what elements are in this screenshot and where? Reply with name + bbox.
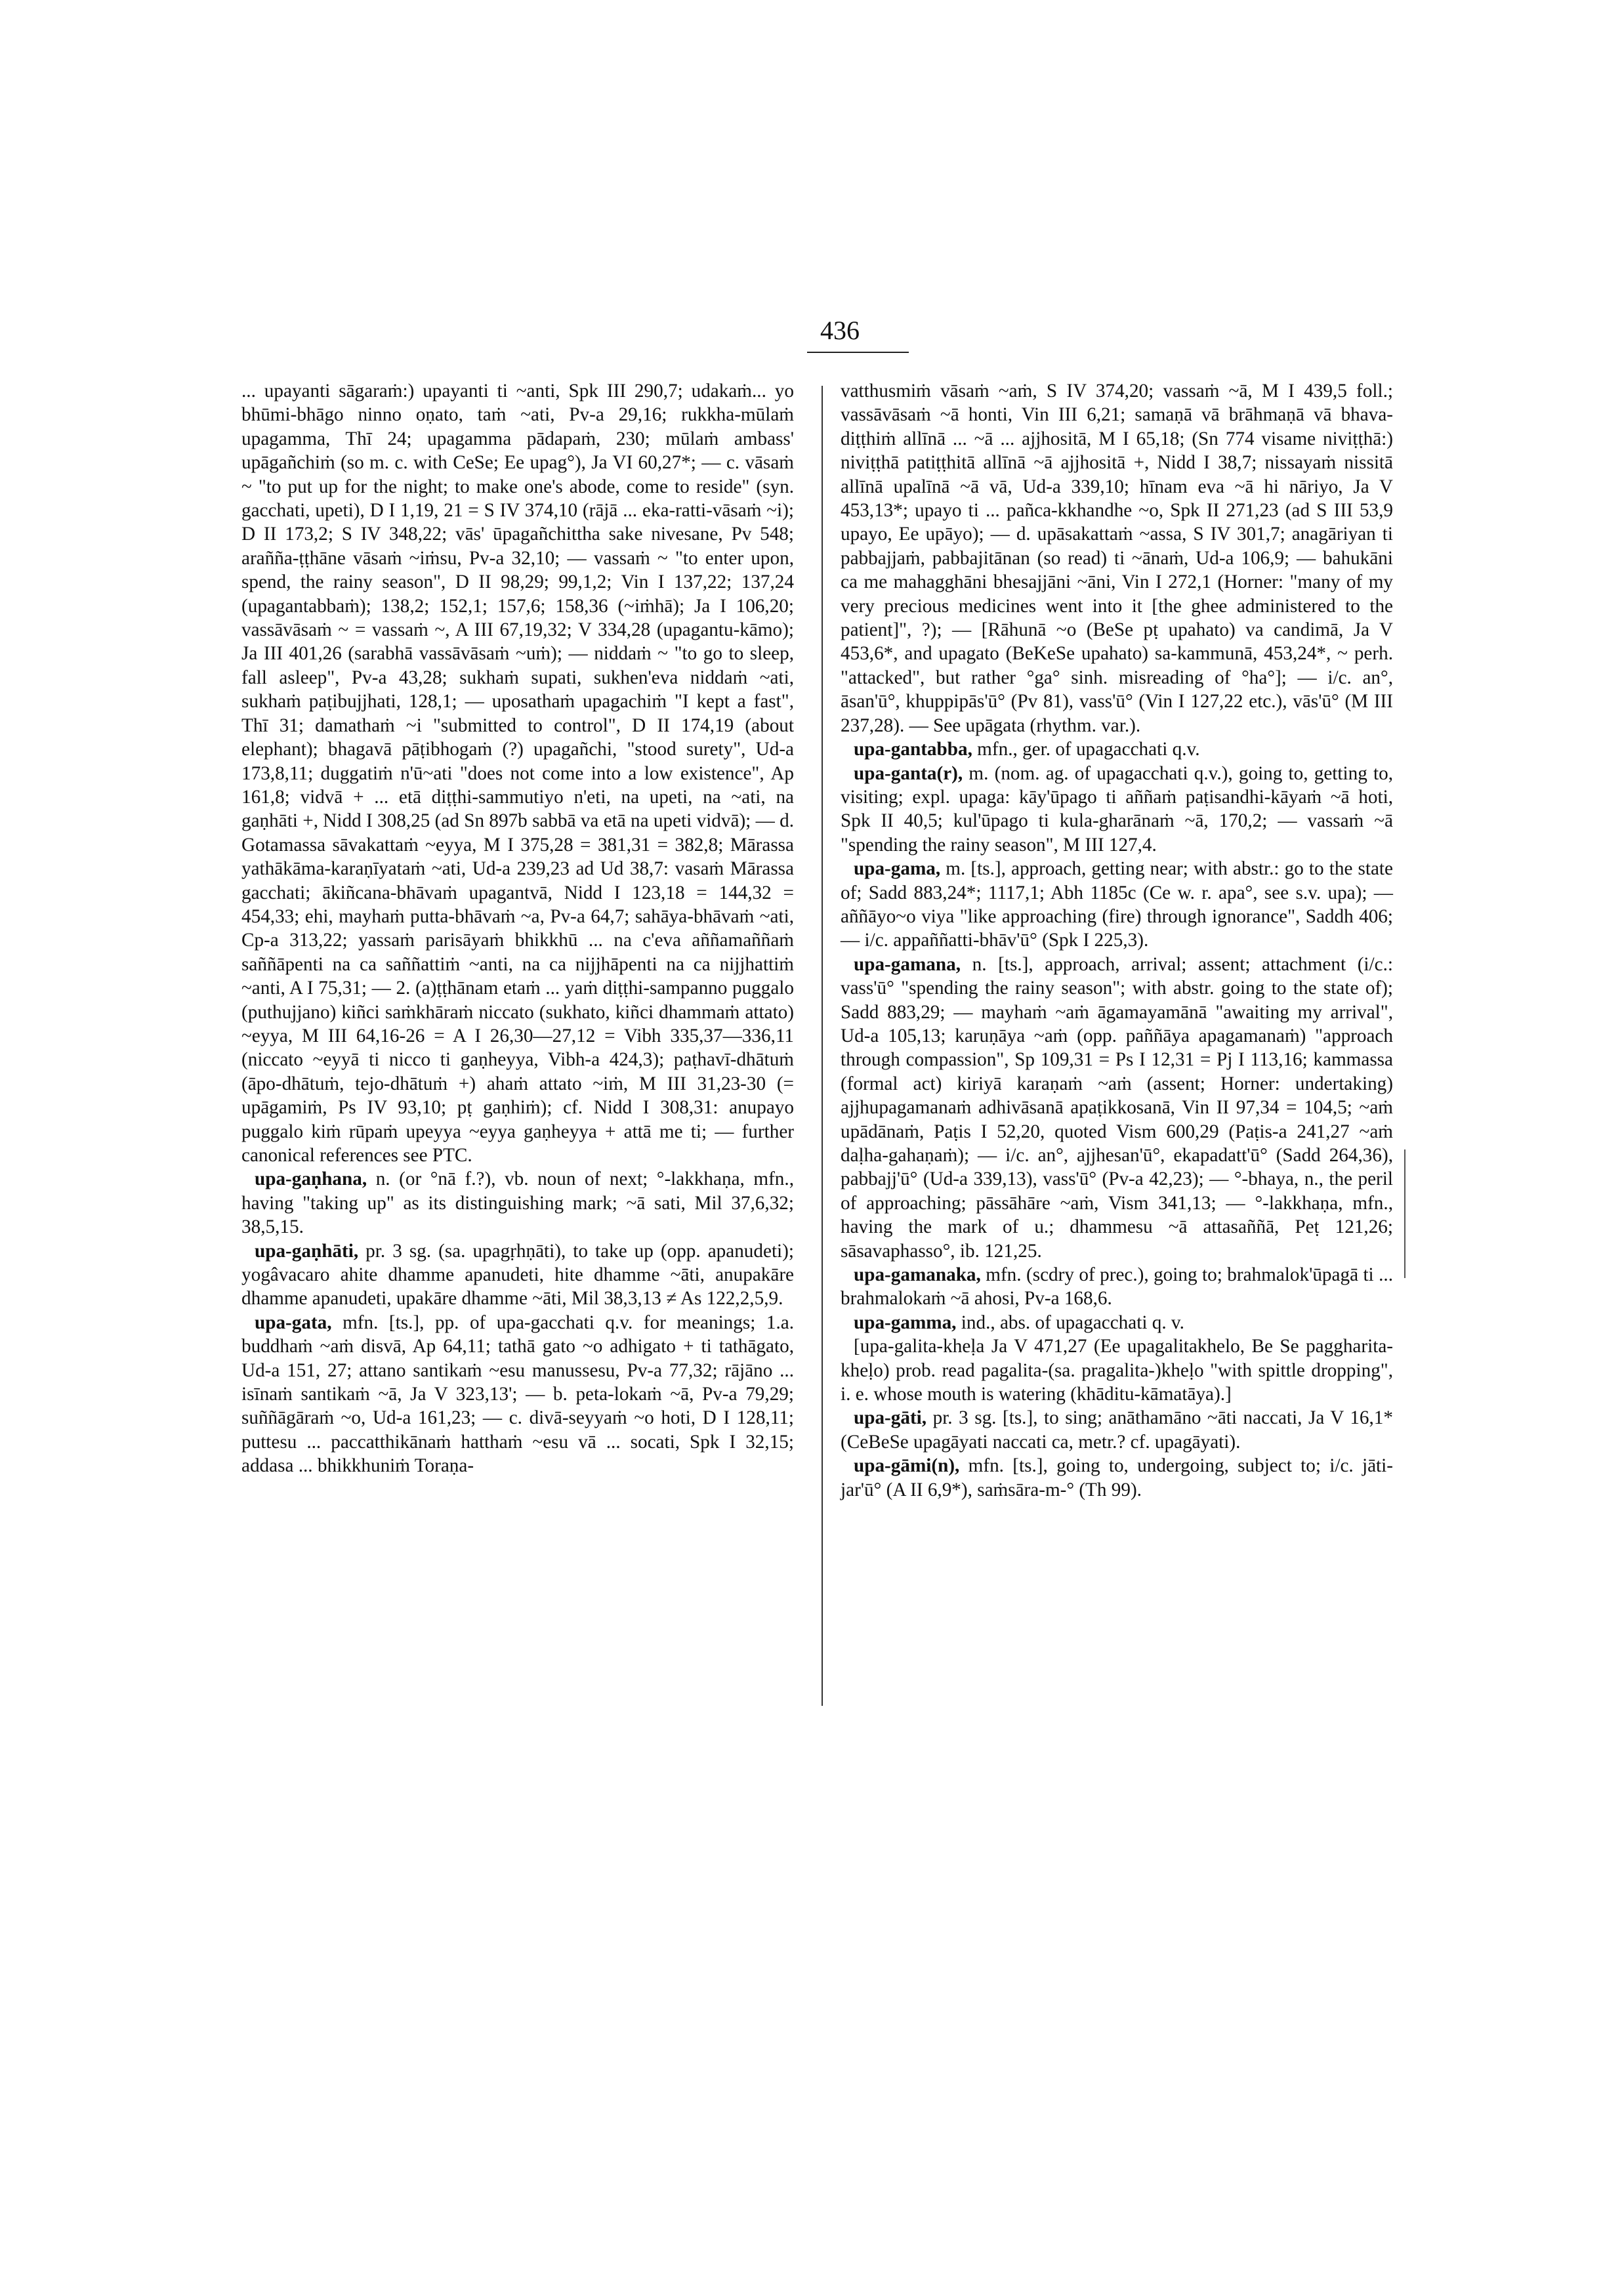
dictionary-entry [241,1311,794,1478]
right-column [841,379,1393,1502]
entry-headword: upa-gama, [854,858,941,880]
entry-headword: upa-gaṇhāti, [255,1240,359,1262]
dictionary-entry [841,379,1393,737]
entry-body: ind., abs. of upagacchati q. v. [956,1312,1184,1333]
entry-body: [upa-galita-kheḷa Ja V 471,27 (Ee upagalitakhelo, Be Se paggharita-kheḷo) prob. read pagalita-(sa. pragalita-)kheḷo "with spittle dropping", i. e. whose mouth is watering (khāditu-kāmatāya).] [841,1336,1393,1405]
entry-headword: upa-ganta(r), [854,762,963,784]
margin-mark [1404,1149,1405,1278]
entry-body: m. (nom. ag. of upagacchati q.v.), going to, getting to, visiting; expl. upaga: kāy'ūpago ti aññaṁ paṭisandhi-kāyaṁ ~ā hoti, Spk II 40,5; kul'ūpago ti kula-gharānaṁ ~ā, 170,2; — vassaṁ ~ā "spending the rainy season", M III 127,4. [841,762,1393,856]
entry-body: pr. 3 sg. [ts.], to sing; anāthamāno ~āti naccati, Ja V 16,1* (CeBeSe upagāyati naccati ca, metr.? cf. upagāyati). [841,1407,1393,1453]
dictionary-entry [841,1311,1393,1334]
entry-body: pr. 3 sg. (sa. upagṛhṇāti), to take up (opp. apanudeti); yogâvacaro ahite dhamme apanudeti, hite dhamme ~āti, anupakāre dhamme apanudeti, upakāre dhamme ~āti, Mil 38,3,13 ≠ As 122,2,5,9. [241,1240,794,1310]
dictionary-entry [841,953,1393,1263]
entry-body: n. (or °nā f.?), vb. noun of next; °-lakkhaṇa, mfn., having "taking up" as its distinguishing mark; ~ā sati, Mil 37,6,32; 38,5,15. [241,1168,794,1238]
dictionary-entry [841,737,1393,761]
dictionary-entry [841,857,1393,953]
dictionary-entry [841,1454,1393,1502]
dictionary-entry [841,762,1393,858]
entry-headword: upa-gamana, [854,953,961,975]
entry-headword: upa-gāmi(n), [854,1455,960,1477]
entry-body: vatthusmiṁ vāsaṁ ~aṁ, S IV 374,20; vassaṁ ~ā, M I 439,5 foll.; vassāvāsaṁ ~ā honti, Vin III 6,21; samaṇā vā brāhmaṇā vā bhava-diṭṭhiṁ allīnā ... ~ā ... ajjhositā, M I 65,18; (Sn 774 visame niviṭṭhā:) niviṭṭhā patiṭṭhitā allīnā ~ā ajjhositā +, Nidd I 38,7; nissayaṁ nissitā allīnā upalīnā ~ā vā, Ud-a 339,10; hīnam eva ~ā hi nāriyo, Ja V 453,13*; upayo ti ... pañca-kkhandhe ~o, Spk II 271,23 (ad S III 53,9 upayo, Ee upāyo); — d. upāsakattaṁ ~assa, S IV 301,7; anagāriyan ti pabbajjaṁ, pabbajitānan (so read) ti ~ānaṁ, Ud-a 106,9; — bahukāni ca me mahagghāni bhesajjāni ~āni, Vin I 272,1 (Horner: "many of my very precious medicines went into it [the ghee administered to the patient]", ?); — [Rāhunā ~o (BeSe pṭ upahato) va candimā, Ja V 453,6*, and upagato (BeKeSe upahato) sa-kammunā, 453,24*, ~ perh. "attacked", but rather °ga° sinh. misreading of °ha°]; — i/c. an°, āsan'ū°, khuppipās'ū° (Pv 81), vass'ū° (Vin I 127,22 etc.), vās'ū° (M III 237,28). — See upāgata (rhythm. var.). [841,381,1393,736]
entry-body: mfn. [ts.], pp. of upa-gacchati q.v. for meanings; 1.a. buddhaṁ ~aṁ disvā, Ap 64,11; tathā gato ~o adhigato + ti tathāgato, Ud-a 151, 27; attano santikaṁ ~esu manussesu, Pv-a 77,32; rājāno ... isīnaṁ santikaṁ ~ā, Ja V 323,13'; — b. peta-lokaṁ ~ā, Pv-a 79,29; suññāgāraṁ ~o, Ud-a 161,23; — c. divā-seyyaṁ ~o hoti, D I 128,11; puttesu ... paccatthikānaṁ hatthaṁ ~esu vā ... socati, Spk I 32,15; addasa ... bhikkhuniṁ Toraṇa- [241,1312,794,1477]
dictionary-entry [241,379,794,1167]
dictionary-entry [841,1263,1393,1311]
entry-headword: upa-gantabba, [854,739,972,760]
dictionary-entry [841,1334,1393,1406]
entry-headword: upa-gamma, [854,1312,957,1333]
dictionary-entry [241,1239,794,1311]
entry-headword: upa-gaṇhana, [255,1168,367,1190]
entry-body: mfn., ger. of upagacchati q.v. [972,739,1200,760]
left-column [241,379,794,1478]
entry-headword: upa-gata, [255,1312,332,1333]
page-number-rule [807,352,909,353]
column-divider [822,386,823,1706]
page-number: 436 [820,316,860,345]
entry-body: ... upayanti sāgaraṁ:) upayanti ti ~anti, Spk III 290,7; udakaṁ... yo bhūmi-bhāgo ninno oṇato, taṁ ~ati, Pv-a 29,16; rukkha-mūlaṁ upagamma, Thī 24; upagamma pādapaṁ, 230; mūlaṁ ambass' upāgañchiṁ (so m. c. with CeSe; Ee upag°), Ja VI 60,27*; — c. vāsaṁ ~ "to put up for the night; to make one's abode, come to reside" (syn. gacchati, upeti), D I 1,19, 21 = S IV 374,10 (rājā ... eka-ratti-vāsaṁ ~i); D II 173,2; S IV 348,22; vās' ūpagañchittha sake nivesane, Pv 548; arañña-ṭṭhāne vāsaṁ ~iṁsu, Pv-a 32,10; — vassaṁ ~ "to enter upon, spend, the rainy season", D II 98,29; 99,1,2; Vin I 137,22; 137,24 (upagantabbaṁ); 138,2; 152,1; 157,6; 158,36 (~iṁhā); Ja I 106,20; vassāvāsaṁ ~ = vassaṁ ~, A III 67,19,32; V 334,28 (upagantu-kāmo); Ja III 401,26 (sarabhā vassāvāsaṁ ~uṁ); — niddaṁ ~ "to go to sleep, fall asleep", Pv-a 43,28; sukhaṁ supati, sukhen'eva niddaṁ ~ati, sukhaṁ paṭibujjhati, 128,1; — uposathaṁ upagachiṁ "I kept a fast", Thī 31; damathaṁ ~i "submitted to control", D II 174,19 (about elephant); bhagavā pāṭibhogaṁ (?) upagañchi, "stood surety", Ud-a 173,8,11; duggatiṁ n'ū~ati "does not come into a low existence", Ap 161,8; vidvā + ... etā diṭṭhi-sammutiyo n'eti, na upeti, na ~ati, na gaṇhāti +, Nidd I 308,25 (ad Sn 897b sabbā va etā na upeti vidvā); — d. Gotamassa sāvakattaṁ ~eyya, M I 375,28 = 381,31 = 382,8; Mārassa yathākāma-karaṇīyataṁ ~ati, Ud-a 239,23 ad Ud 38,7: vasaṁ Mārassa gacchati; ākiñcana-bhāvaṁ upagantvā, Nidd I 123,18 = 144,32 = 454,33; ehi, mayhaṁ putta-bhāvaṁ ~a, Pv-a 64,7; sahāya-bhāvaṁ ~ati, Cp-a 313,22; yassaṁ parisāyaṁ bhikkhū ... na c'eva aññamaññaṁ saññāpenti na ca saññattiṁ ~anti, na ca nijjhāpenti na ca nijjhattiṁ ~anti, A I 75,31; — 2. (a)ṭṭhānam etaṁ ... yaṁ diṭṭhi-sampanno puggalo (puthujjano) kiñci saṁkhāraṁ niccato (sukhato, kiñci dhammaṁ attato) ~eyya, M III 64,16-26 = A I 26,30—27,12 = Vibh 335,37—336,11 (niccato ~eyyā ti nicco ti gaṇheyya, Vibh-a 424,3); paṭhavī-dhātuṁ (āpo-dhātuṁ, tejo-dhātuṁ +) ahaṁ attato ~iṁ, M III 31,23-30 (= upāgamiṁ, Ps IV 93,10; pṭ gaṇhiṁ); cf. Nidd I 308,31: anupayo puggalo kiṁ rūpaṁ upeyya ~eyya gaṇheyya + attā me ti; — further canonical references see PTC. [241,381,794,1166]
entry-headword: upa-gamanaka, [854,1264,981,1286]
dictionary-entry [241,1167,794,1239]
entry-headword: upa-gāti, [854,1407,927,1429]
entry-body: mfn. [ts.], going to, undergoing, subject to; i/c. jāti-jar'ū° (A II 6,9*), saṁsāra-m-° (Th 99). [841,1455,1393,1500]
entry-body: m. [ts.], approach, getting near; with abstr.: go to the state of; Sadd 883,24*; 1117,1; Abh 1185c (Ce w. r. apa°, see s.v. upa); — aññāyo~o viya "like approaching (fire) through ignorance", Saddh 406; — i/c. appaññatti-bhāv'ū° (Spk I 225,3). [841,858,1393,951]
dictionary-entry [841,1406,1393,1454]
entry-body: mfn. (scdry of prec.), going to; brahmalok'ūpagā ti ... brahmalokaṁ ~ā ahosi, Pv-a 168,6. [841,1264,1393,1310]
entry-body: n. [ts.], approach, arrival; assent; attachment (i/c.: vass'ū° "spending the rainy season"; with abstr. going to the state of); Sadd 883,29; — mayhaṁ ~aṁ āgamayamānā "awaiting my arrival", Ud-a 105,13; karuṇāya ~aṁ (opp. paññāya apagamanaṁ) "approach through compassion", Sp 109,31 = Ps I 12,31 = Pj I 113,16; kammassa (formal act) kiriyā karaṇaṁ ~aṁ (assent; Horner: undertaking) ajjhupagamanaṁ adhivāsanā apaṭikkosanā, Vin II 97,34 = 104,5; ~aṁ upādānaṁ, Paṭis I 52,20, quoted Vism 600,29 (Paṭis-a 241,27 ~aṁ daḷha-gahaṇaṁ); — i/c. an°, ajjhesan'ū°, ekapadatt'ū° (Sadd 264,36), pabbajj'ū° (Ud-a 339,13), vass'ū° (Pv-a 42,23); — °-bhaya, n., the peril of approaching; pāssāhāre ~aṁ, Vism 341,13; — °-lakkhaṇa, mfn., having the mark of u.; dhammesu ~ā attasaññā, Peṭ 121,26; sāsavaphasso°, ib. 121,25. [841,953,1393,1262]
